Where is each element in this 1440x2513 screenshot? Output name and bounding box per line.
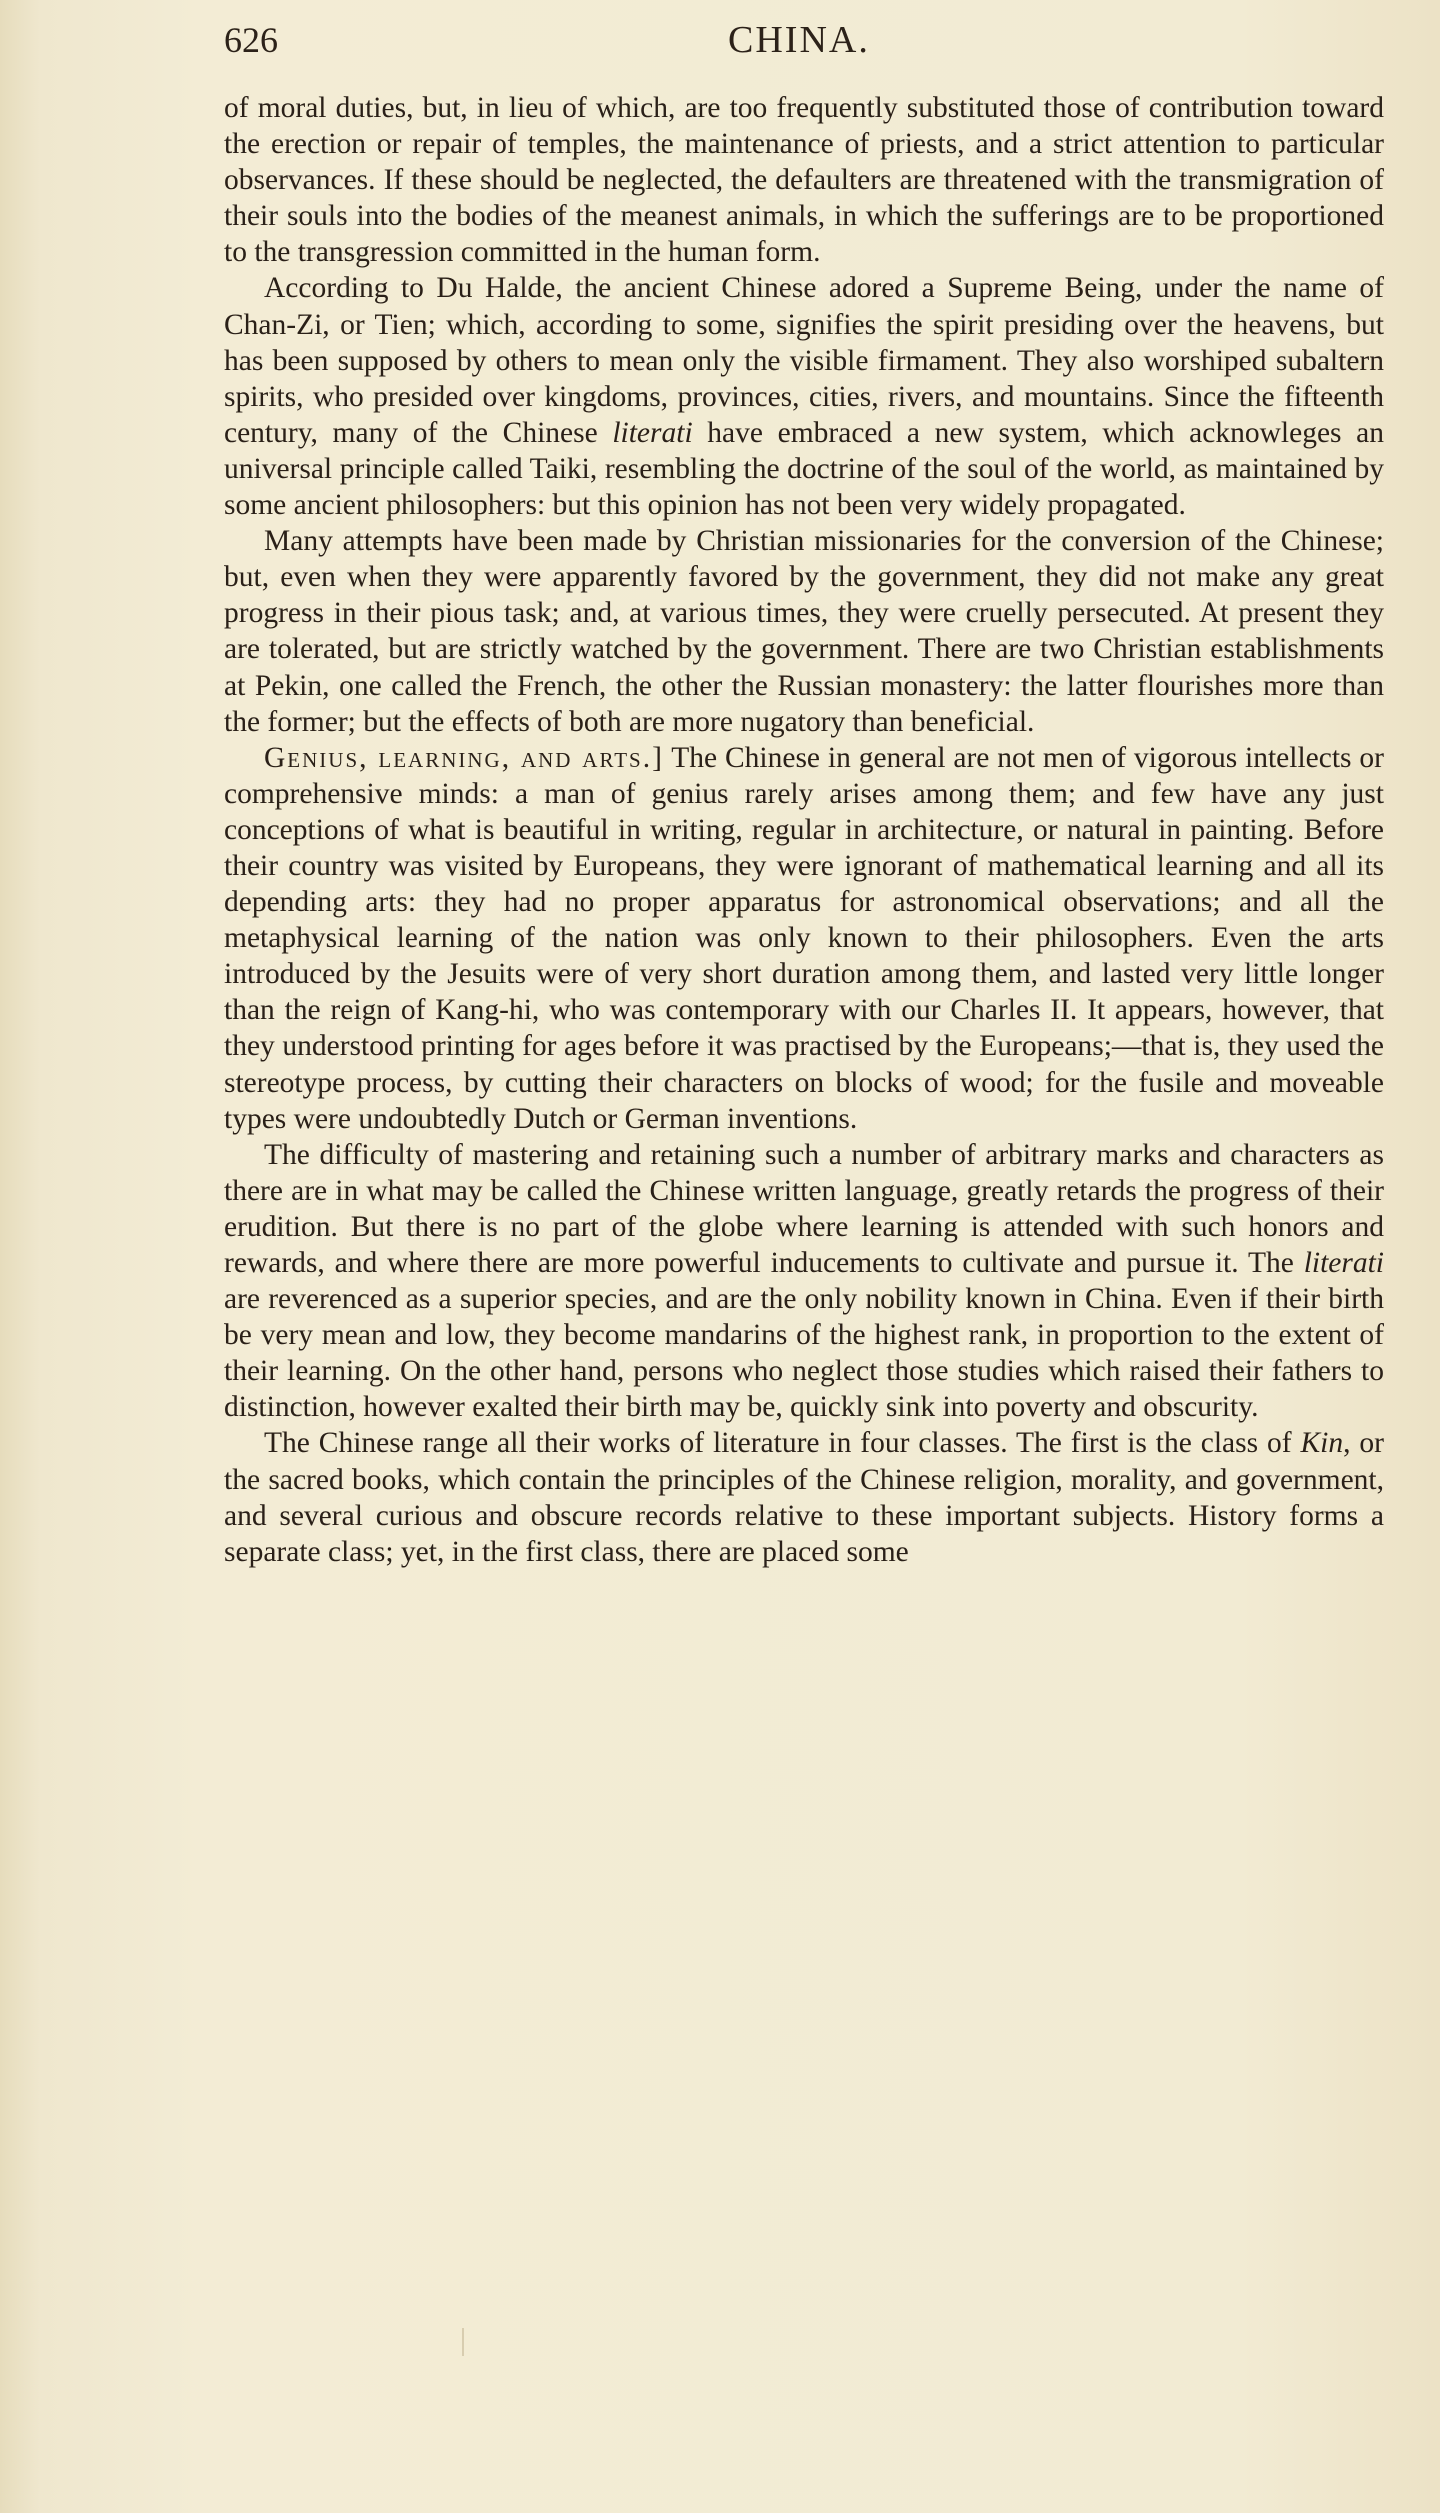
paragraph-text: The Chinese in general are not men of vigorous intellects or comprehensive minds: a man of genius rarely arises among them; and few have any just conceptions of what is beautiful in writing, regular in architecture, or natural in painting. Before their country was visited by Europeans, they were ignorant of mathematical learning and all its depending arts: they had no proper apparatus for astronomical observations; and all the metaphysical learning of the nation was only known to their philosophers. Even the arts introduced by the Jesuits were of very short duration among them, and lasted very little longer than the reign of Kang-hi, who was contemporary with our Charles II. It appears, however, that they understood printing for ages before it was practised by the Europeans;—that is, they used the stereotype process, by cutting their characters on blocks of wood; for the fusile and moveable types were undoubtedly Dutch or German inventions. [224,741,1384,1135]
body-text [224,90,1384,1570]
paragraph-difficulty-learning [224,1137,1384,1426]
running-head: CHINA. [728,19,870,61]
paragraph-text: have embraced a new system, which acknowleges an universal principle called Taiki, resembling the doctrine of the soul of the world, as maintained by some ancient philosophers: but this opinion has not been very widely propagated. [224,416,1385,522]
section-heading: Genius, learning, and arts.] [264,741,664,774]
paragraph-moral-duties [224,90,1384,270]
paragraph-text: are reverenced as a superior species, and are the only nobility known in China. Even if their birth be very mean and low, they become mandarins of the highest rank, in proportion to the extent of their learning. On the other hand, persons who neglect those studies which raised their fathers to distinction, however exalted their birth may be, quickly sink into poverty and obscurity. [224,1283,1384,1424]
paragraph-literature-classes [224,1425,1384,1569]
italic-term: literati [1303,1247,1384,1279]
paragraph-text: The difficulty of mastering and retaining such a number of arbitrary marks and characters as there are in what may be called the Chinese written language, greatly retards the progress of their erudition. But there is no part of the globe where learning is attended with such honors and rewards, and where there are more powerful inducements to cultivate and pursue it. The [224,1138,1384,1279]
paragraph-text: , or the sacred books, which contain the principles of the Chinese religion, morality, and government, and several curious and obscure records relative to these important subjects. History forms a separate class; yet, in the first class, there are placed some [224,1427,1384,1568]
italic-term: literati [612,416,693,449]
paragraph-ancient-religion [224,270,1384,523]
paragraph-text: Many attempts have been made by Christian missionaries for the conversion of the Chinese; but, even when they were apparently favored by the government, they did not make any great progress in their pious task; and, at various times, they were cruelly persecuted. At present they are tolerated, but are strictly watched by the government. There are two Christian establishments at Pekin, one called the French, the other the Russian monastery: the latter flourishes more than the former; but the effects of both are more nugatory than beneficial. [224,525,1384,738]
paragraph-missionaries [224,523,1384,740]
page-header [224,10,1384,70]
italic-term: Kin [1300,1427,1344,1460]
paragraph-text: of moral duties, but, in lieu of which, are too frequently substituted those of contribution toward the erection or repair of temples, the maintenance of priests, and a strict attention to particular observances. If these should be neglected, the defaulters are threatened with the transmigration of their souls into the bodies of the meanest animals, in which the sufferings are to be proportioned to the transgression committed in the human form. [224,92,1384,269]
paper-mark [462,2328,464,2356]
paragraph-genius-learning-arts [224,740,1384,1137]
paragraph-text: The Chinese range all their works of literature in four classes. The first is the class of [264,1427,1301,1460]
paragraph-text: According to Du Halde, the ancient Chinese adored a Supreme Being, under the name of Chan-Zi, or Tien; which, according to some, signifies the spirit presiding over the heavens, but has been supposed by others to mean only the visible firmament. They also worshiped subaltern spirits, who presided over kingdoms, provinces, cities, rivers, and mountains. Since the fifteenth century, many of the Chinese [224,272,1384,449]
page-number: 626 [224,20,278,60]
